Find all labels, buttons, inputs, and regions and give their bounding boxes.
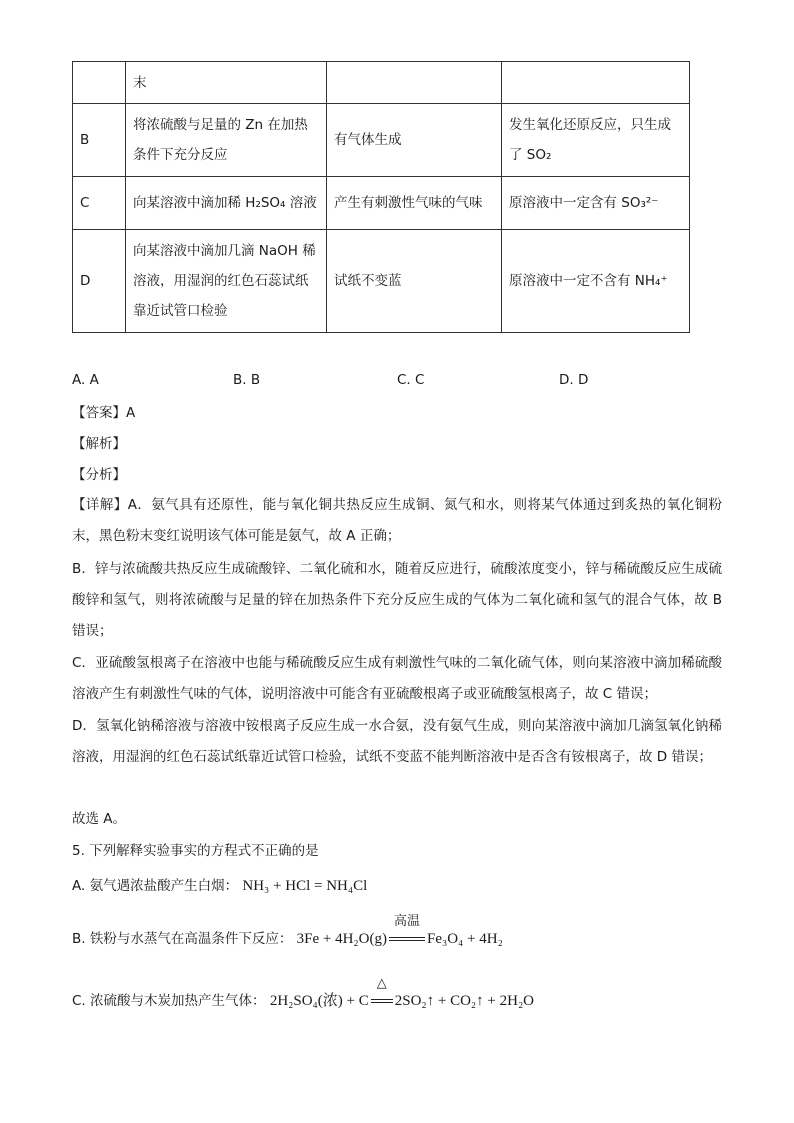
- conclusion-cell: 原溶液中一定不含有 NH₄⁺: [502, 230, 690, 333]
- conclusion-cell: 原溶液中一定含有 SO₃²⁻: [502, 177, 690, 230]
- equals-bar: [371, 999, 393, 1003]
- phenomenon-cell: 产生有刺激性气味的气味: [327, 177, 502, 230]
- detail-b: B．锌与浓硫酸共热反应生成硫酸锌、二氧化硫和水，随着反应进行，硫酸浓度变小，锌与稀硫酸反应生成硫酸锌和氢气，则将浓硫酸与足量的锌在加热条件下充分反应生成的气体为二氧化硫和氢气的混合气体，故 B 错误；: [72, 561, 722, 639]
- phenomenon-cell: 试纸不变蓝: [327, 230, 502, 333]
- question-5-stem: 5. 下列解释实验事实的方程式不正确的是: [72, 843, 319, 859]
- option-b-right: Fe₃O₄ + 4H₂: [427, 931, 503, 947]
- conclusion-cell: 发生氧化还原反应，只生成了 SO₂: [502, 104, 690, 177]
- operation-cell: 向某溶液中滴加稀 H₂SO₄ 溶液: [126, 177, 327, 230]
- option-a-equation: NH₃ + HCl = NH₄Cl: [242, 878, 368, 894]
- conclusion-line: 故选 A。: [72, 811, 127, 827]
- condition-heat-icon: △: [376, 976, 387, 991]
- reaction-condition: [387, 914, 427, 948]
- option-c-label: C. 浓硫酸与木炭加热产生气体：: [72, 993, 266, 1009]
- option-c-left: 2H₂SO₄(浓) + C: [269, 993, 369, 1009]
- detail-d: D．氢氧化钠稀溶液与溶液中铵根离子反应生成一水合氨，没有氨气生成，则向某溶液中滴加几滴氢氧化钠稀溶液，用湿润的红色石蕊试纸靠近试管口检验，试纸不变蓝不能判断溶液中是否含有铵根离子，故 D 错误；: [72, 718, 722, 765]
- fenxi-heading: 【分析】: [72, 467, 126, 483]
- condition-high-temp: 高温: [393, 914, 420, 929]
- option-a-label: A. 氨气遇浓盐酸产生白烟：: [72, 878, 239, 894]
- analysis-heading: 【解析】: [72, 436, 126, 452]
- option-cell: D: [73, 230, 126, 333]
- answer-line: 【答案】A: [72, 405, 136, 421]
- option-cell: B: [73, 104, 126, 177]
- option-b-label: B. 铁粉与水蒸气在高温条件下反应：: [72, 931, 293, 947]
- choice-c: C. C: [397, 372, 425, 388]
- choice-a: A. A: [72, 372, 99, 388]
- operation-cell: 末: [126, 62, 327, 104]
- detail-a: 【详解】A．氨气具有还原性，能与氧化铜共热反应生成铜、氮气和水，则将某气体通过到炙热的氧化铜粉末，黑色粉末变红说明该气体可能是氨气，故 A 正确；: [72, 497, 722, 544]
- answer-choices: [72, 372, 712, 390]
- table-row: [73, 62, 690, 104]
- phenomenon-cell: [327, 62, 502, 104]
- operation-cell: 向某溶液中滴加几滴 NaOH 稀溶液，用湿润的红色石蕊试纸靠近试管口检验: [126, 230, 327, 333]
- option-b-line: [72, 914, 727, 948]
- detail-c: C．亚硫酸氢根离子在溶液中也能与稀硫酸反应生成有刺激性气味的二氧化硫气体，则向某溶液中滴加稀硫酸溶液产生有刺激性气味的气体，说明溶液中可能含有亚硫酸根离子或亚硫酸氢根离子，故 C 错误；: [72, 655, 722, 702]
- phenomenon-cell: 有气体生成: [327, 104, 502, 177]
- conclusion-cell: [502, 62, 690, 104]
- choice-b: B. B: [233, 372, 261, 388]
- reaction-condition: [369, 976, 395, 1010]
- choice-d: D. D: [559, 372, 589, 388]
- table-row: [73, 104, 690, 177]
- option-a-line: [72, 877, 727, 895]
- option-b-left: 3Fe + 4H₂O(g): [296, 931, 387, 947]
- operation-cell: 将浓硫酸与足量的 Zn 在加热条件下充分反应: [126, 104, 327, 177]
- equals-bar: [389, 937, 425, 941]
- table-row: [73, 177, 690, 230]
- option-c-right: 2SO₂↑ + CO₂↑ + 2H₂O: [394, 993, 535, 1009]
- options-table: [72, 61, 690, 333]
- option-cell: C: [73, 177, 126, 230]
- option-cell: [73, 62, 126, 104]
- table-row: [73, 230, 690, 333]
- option-c-line: [72, 976, 727, 1010]
